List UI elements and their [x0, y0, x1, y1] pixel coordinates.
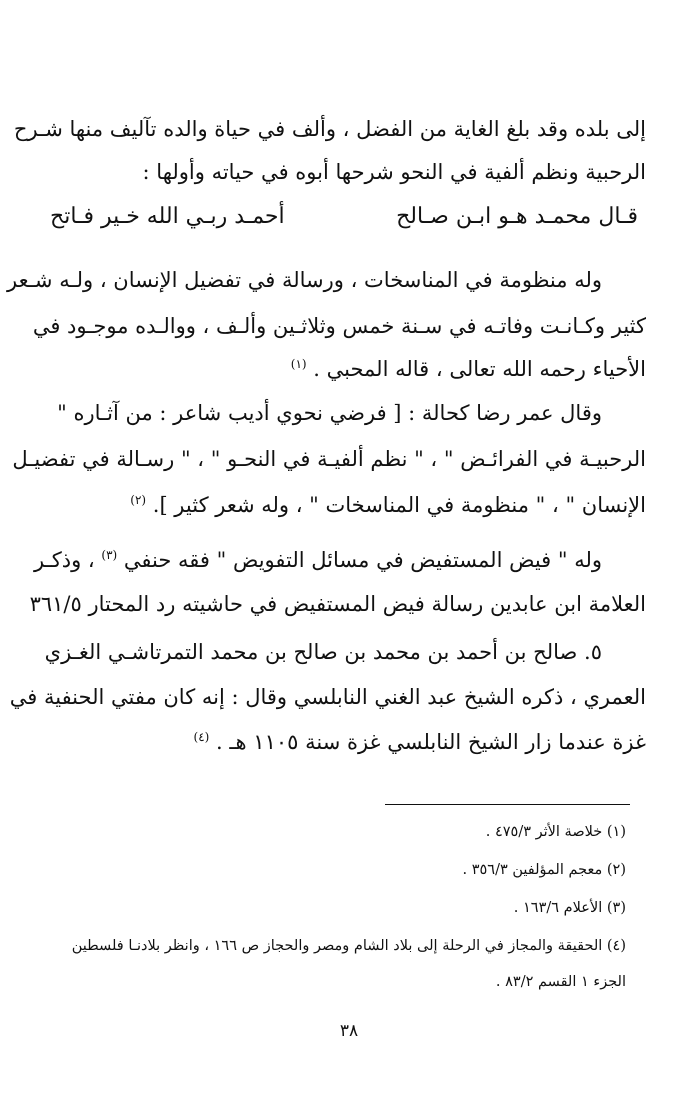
footnote-ref: (٣) [101, 548, 118, 562]
footnote-divider [385, 804, 630, 805]
body-line: إلى بلده وقد بلغ الغاية من الفضل ، وألف في حياة والده تآليف منها شـرح [13, 117, 646, 141]
body-line: وله منظومة في المناسخات ، ورسالة في تفضيل الإنسان ، ولـه شـعر [7, 268, 602, 292]
body-line: العمري ، ذكره الشيخ عبد الغني النابلسي وقال : إنه كان مفتي الحنفية في [9, 685, 646, 709]
verse-first-hemistich: قـال محمـد هـو ابـن صـالح [396, 204, 638, 229]
body-text: غزة عندما زار الشيخ النابلسي غزة سنة ١١٠٥ هـ . [216, 730, 646, 754]
body-line [50, 727, 646, 757]
body-line: كثير وكـانـت وفاتـه في سـنة خمس وثلاثـين وألـف ، ووالـده موجـود في [32, 314, 646, 338]
body-text: الأحياء رحمه الله تعالى ، قاله المحبي . [313, 357, 646, 381]
verse-second-hemistich: أحمـد ربـي الله خـير فـاتح [50, 204, 285, 229]
body-line: ٥. صالح بن أحمد بن محمد بن صالح بن محمد التمرتاشـي الغـزي [44, 640, 602, 664]
footnote: (٣) الأعلام ١٦٣/٦ . [513, 900, 626, 916]
body-line: العلامة ابن عابدين رسالة فيض المستفيض في حاشيته رد المحتار ٣٦١/٥ [29, 592, 646, 616]
body-line: الرحبيـة في الفرائـض " ، " نظم ألفيـة في النحـو " ، " رسـالة في تفضيـل [12, 447, 646, 471]
body-text: وله " فيض المستفيض في مسائل التفويض " فقه حنفي [123, 548, 602, 572]
footnote: (١) خلاصة الأثر ٤٧٥/٣ . [485, 824, 626, 840]
body-line [34, 545, 646, 575]
footnote-ref: (١) [290, 357, 307, 371]
footnote: الجزء ١ القسم ٨٣/٢ . [495, 974, 626, 990]
body-line [50, 354, 646, 384]
footnote: (٤) الحقيقة والمجاز في الرحلة إلى بلاد الشام ومصر والحجاز ص ١٦٦ ، وانظر بلادنـا فلسطين [71, 938, 626, 954]
page-number: ٣٨ [339, 1021, 359, 1041]
footnote-ref: (٤) [193, 730, 210, 744]
body-line [50, 490, 646, 520]
body-line: وقال عمر رضا كحالة : [ فرضي نحوي أديب شاعر : من آثـاره " [57, 401, 602, 425]
footnote-ref: (٢) [130, 493, 147, 507]
body-text: الإنسان " ، " منظومة في المناسخات " ، وله شعر كثير ]. [152, 493, 646, 517]
body-text: ، وذكـر [34, 548, 95, 572]
body-line: الرحبية ونظم ألفية في النحو شرحها أبوه في حياته وأولها : [142, 160, 646, 184]
footnote: (٢) معجم المؤلفين ٣٥٦/٣ . [462, 862, 626, 878]
